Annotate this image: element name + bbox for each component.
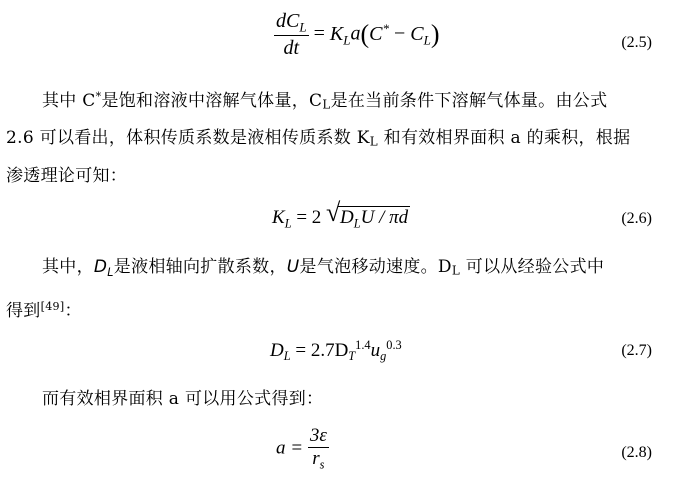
c-star: C* <box>369 20 389 45</box>
equation-number-2-8: (2.8) <box>621 444 652 461</box>
k-l: $K_L$ <box>329 22 351 48</box>
equation-number-2-6: (2.6) <box>621 210 652 227</box>
equation-2-8-body: a = $\frac{3\varepsilon}{r_s}$ <box>276 425 327 472</box>
paragraph-1 <box>6 80 660 193</box>
paragraph-1-line-3: 渗透理论可知： <box>6 165 128 186</box>
equals-two: = 2 <box>296 207 322 228</box>
dt: dt <box>283 36 300 59</box>
paragraph-1-line-2: 2.6 可以看出，体积传质系数是液相传质系数 $K_L$ 和有效相界面积 a 的乘积，根据 <box>6 128 631 149</box>
k-l-2-6: $K_L$ <box>272 207 292 231</box>
paragraph-1-line-1: 其中 C*是饱和溶液中溶解气体量，$C_L$是在当前条件下溶解气体量。由公式 <box>42 90 608 112</box>
equation-number-2-7: (2.7) <box>621 342 652 359</box>
equation-2-5 <box>0 8 698 68</box>
paragraph-2 <box>6 250 660 328</box>
dcl: dC <box>276 10 300 32</box>
paragraph-2-line-2: 得到[49]： <box>6 299 82 321</box>
sqrt-expression: √ $D_LU$ / πd <box>326 198 409 231</box>
a-symbol: a <box>350 22 361 45</box>
equation-2-8 <box>0 422 698 484</box>
equation-2-5-body: $\frac{dC_L}{dt}$ = $K_La(C^* - C_L)$ <box>276 10 440 59</box>
equation-2-7-body: $D_L = 2.7D_T^{1.4}u_g^{0.3}$ <box>270 338 402 364</box>
paragraph-3 <box>6 382 660 416</box>
equation-2-7 <box>0 330 698 374</box>
c-l: $C_L$ <box>410 22 431 48</box>
paragraph-2-line-1: 其中，$D_L$是液相轴向扩散系数，U是气泡移动速度。$D_L$ 可以从经验公式中 <box>42 257 605 279</box>
paragraph-3-line-1: 而有效相界面积 a 可以用公式得到： <box>42 389 324 409</box>
equation-number-2-5: (2.5) <box>621 34 652 51</box>
sub-l: L <box>299 19 307 35</box>
equation-2-6-body <box>272 198 410 231</box>
fraction-3eps-rs: $\frac{3\varepsilon}{r_s}$ <box>309 425 327 472</box>
fraction-dcl-dt <box>274 10 309 60</box>
citation-49: [49] <box>40 299 65 313</box>
equation-2-6 <box>0 198 698 242</box>
